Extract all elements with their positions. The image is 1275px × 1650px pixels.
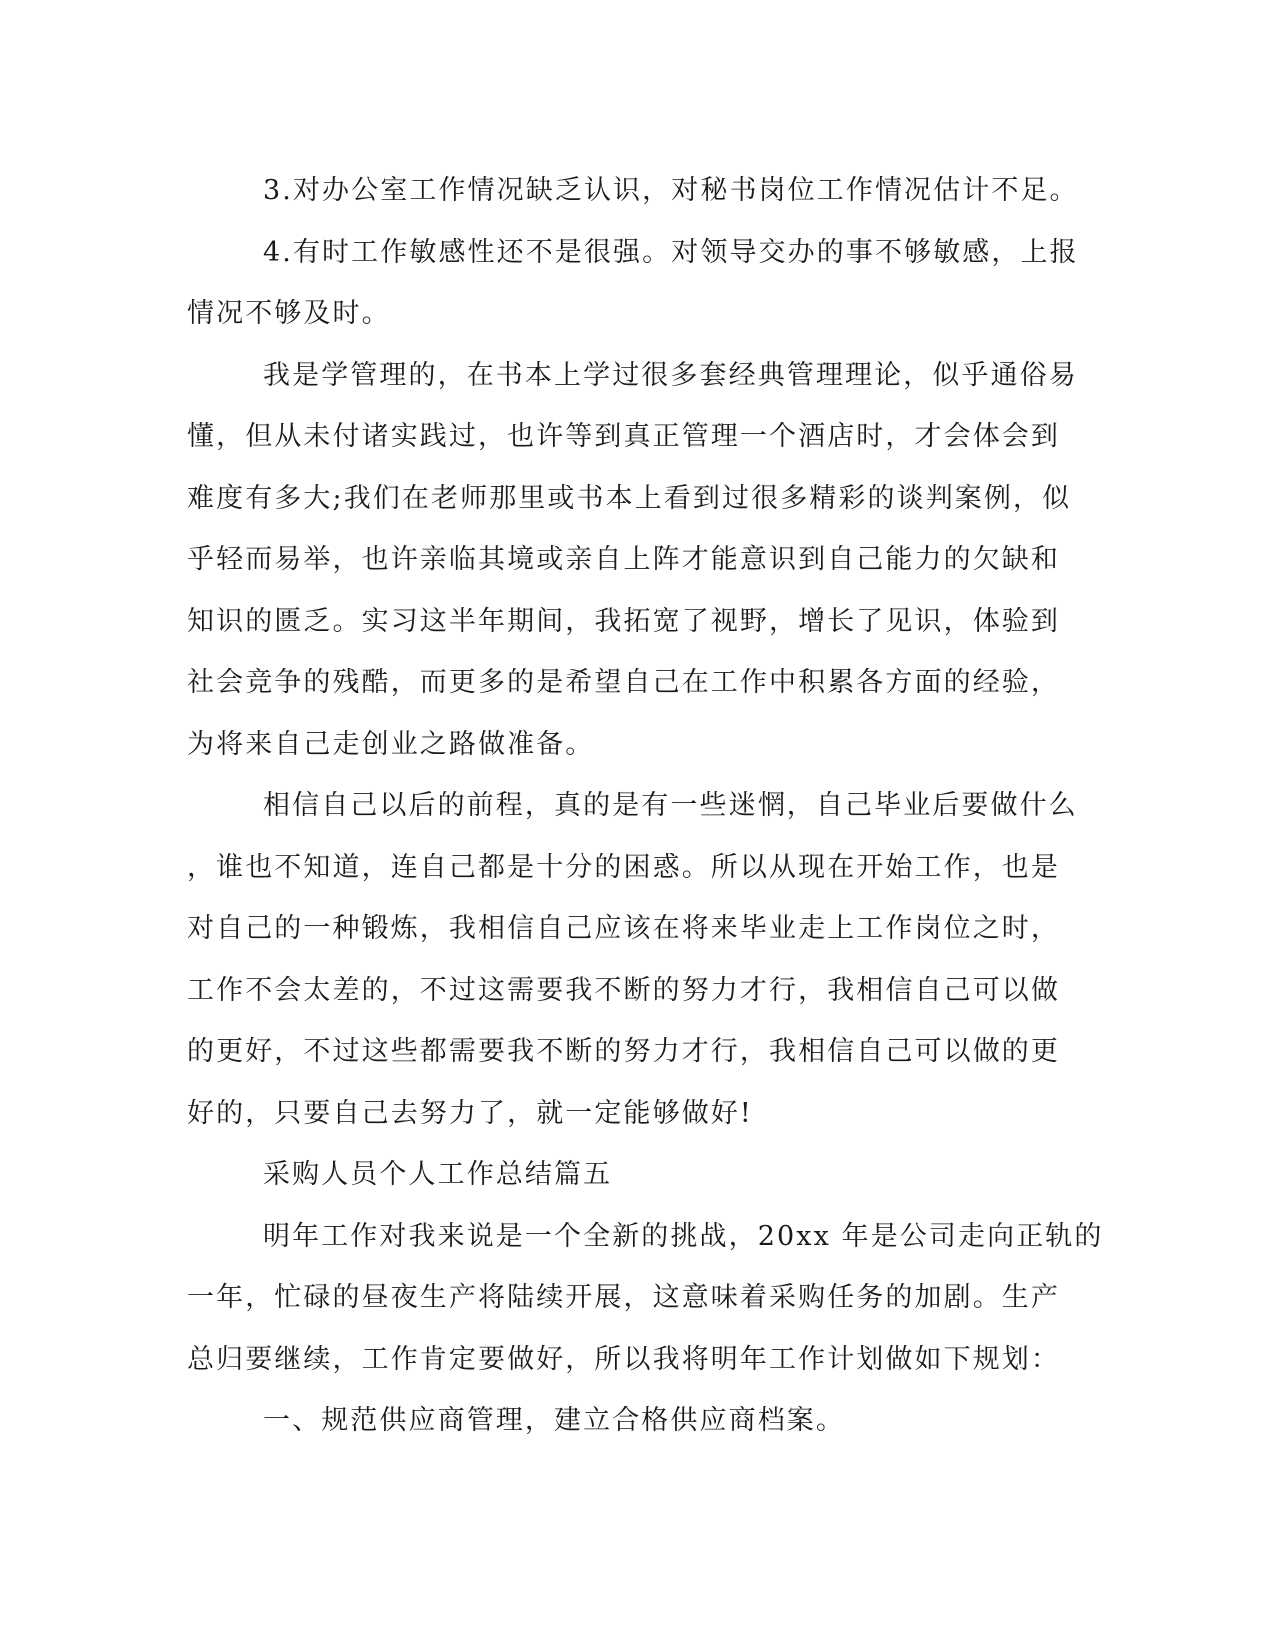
text-line: 总归要继续，工作肯定要做好，所以我将明年工作计划做如下规划： xyxy=(187,1343,1060,1375)
section-heading-text: 采购人员个人工作总结篇五 xyxy=(263,1159,613,1190)
paragraph-item-3 xyxy=(187,160,1079,222)
list-item-one xyxy=(187,1390,1067,1452)
text-line: ，谁也不知道，连自己都是十分的困惑。所以从现在开始工作，也是 xyxy=(187,851,1060,883)
text-line: 的更好，不过这些都需要我不断的努力才行，我相信自己可以做的更 xyxy=(187,1036,1060,1067)
document-body xyxy=(187,160,1104,1452)
section-heading xyxy=(187,1144,1067,1206)
text-line: 一年，忙碌的昼夜生产将陆续开展，这意味着采购任务的加剧。生产 xyxy=(187,1282,1060,1313)
paragraph-item-4 xyxy=(187,222,1079,345)
text-line: 4.有时工作敏感性还不是很强。对领导交办的事不够敏感，上报 xyxy=(263,236,1079,268)
text-line: 明年工作对我来说是一个全新的挑战，20xx 年是公司走向正轨的 xyxy=(263,1220,1104,1252)
text-line: 对自己的一种锻炼，我相信自己应该在将来毕业走上工作岗位之时， xyxy=(187,913,1060,944)
text-line: 3.对办公室工作情况缺乏认识，对秘书岗位工作情况估计不足。 xyxy=(263,175,1079,206)
paragraph-next-year-plan xyxy=(187,1206,1104,1391)
paragraph-management-study xyxy=(187,345,1078,776)
text-line: 工作不会太差的，不过这需要我不断的努力才行，我相信自己可以做 xyxy=(187,974,1060,1006)
text-line: 懂，但从未付诸实践过，也许等到真正管理一个酒店时，才会体会到 xyxy=(187,421,1060,452)
text-line: 为将来自己走创业之路做准备。 xyxy=(187,728,595,760)
text-line: 我是学管理的，在书本上学过很多套经典管理理论，似乎通俗易 xyxy=(263,359,1078,391)
paragraph-future-outlook xyxy=(187,775,1078,1144)
text-line: 乎轻而易举，也许亲临其境或亲自上阵才能意识到自己能力的欠缺和 xyxy=(187,544,1060,575)
text-line: 知识的匮乏。实习这半年期间，我拓宽了视野，增长了见识，体验到 xyxy=(187,605,1060,637)
text-line: 相信自己以后的前程，真的是有一些迷惘，自己毕业后要做什么 xyxy=(263,790,1078,821)
text-line: 好的，只要自己去努力了，就一定能够做好! xyxy=(187,1097,753,1129)
text-line: 社会竞争的残酷，而更多的是希望自己在工作中积累各方面的经验， xyxy=(187,667,1060,698)
text-line: 情况不够及时。 xyxy=(187,298,391,329)
text-line: 一、规范供应商管理，建立合格供应商档案。 xyxy=(263,1405,845,1436)
text-line: 难度有多大;我们在老师那里或书本上看到过很多精彩的谈判案例，似 xyxy=(187,482,1072,514)
